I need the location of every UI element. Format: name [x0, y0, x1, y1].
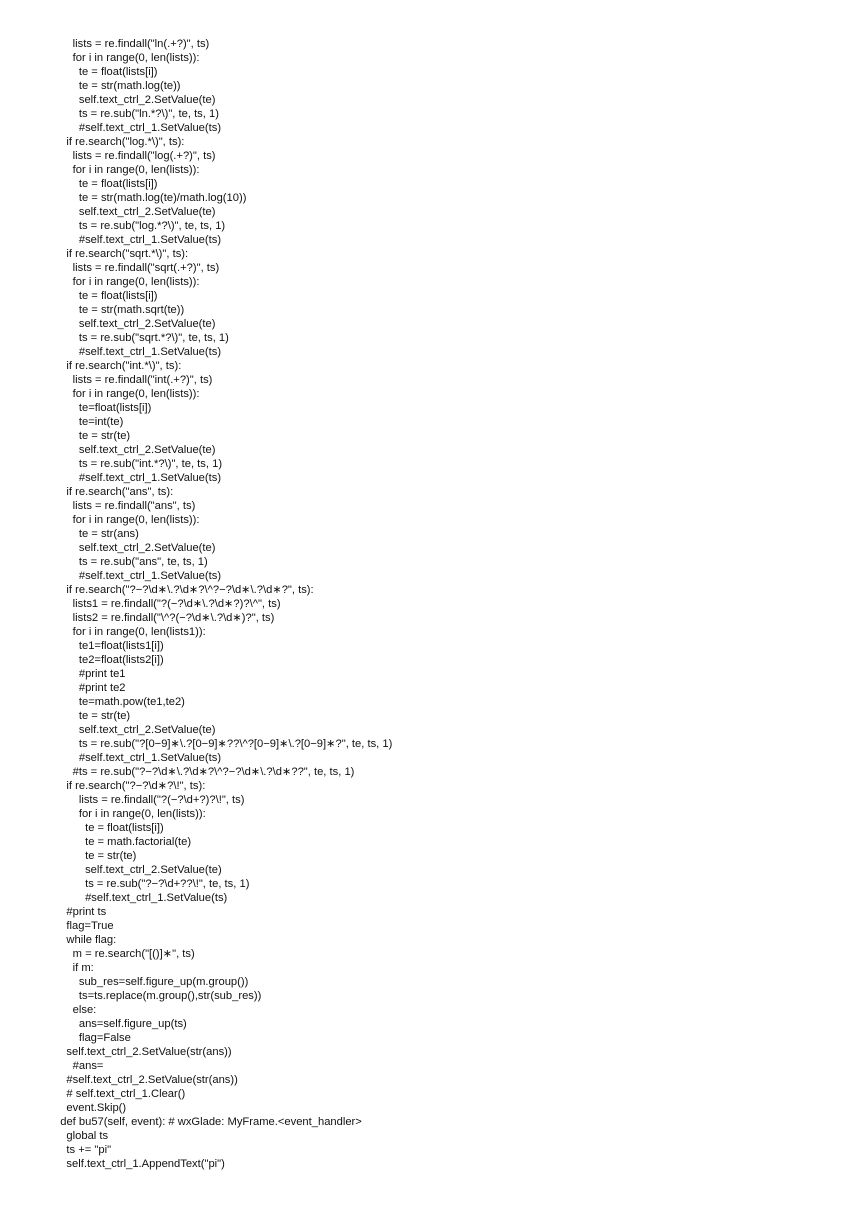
code-line: if re.search("sqrt.*\)", ts):: [54, 248, 189, 260]
code-line: #print te1: [54, 668, 126, 680]
code-line: te = str(te): [54, 710, 131, 722]
code-line: sub_res=self.figure_up(m.group()): [54, 976, 249, 988]
code-line: #self.text_ctrl_1.SetValue(ts): [54, 752, 222, 764]
code-line: ts=ts.replace(m.group(),str(sub_res)): [54, 990, 262, 1002]
code-line: #self.text_ctrl_1.SetValue(ts): [54, 234, 222, 246]
code-line: ans=self.figure_up(ts): [54, 1018, 187, 1030]
code-line: te = math.factorial(te): [54, 836, 192, 848]
code-line: self.text_ctrl_2.SetValue(te): [54, 864, 222, 876]
code-line: lists = re.findall("sqrt(.+?)", ts): [54, 262, 220, 274]
code-line: flag=True: [54, 920, 114, 932]
code-line: self.text_ctrl_2.SetValue(te): [54, 94, 216, 106]
code-line: #self.text_ctrl_2.SetValue(str(ans)): [54, 1074, 238, 1086]
code-line: lists2 = re.findall("\^?(−?\d∗\.?\d∗)?", ts): [54, 612, 275, 624]
code-line: te = float(lists[i]): [54, 290, 158, 302]
code-line: lists = re.findall("ans", ts): [54, 500, 196, 512]
code-line: te = str(ans): [54, 528, 139, 540]
code-line: ts = re.sub("ans", te, ts, 1): [54, 556, 208, 568]
code-line: flag=False: [54, 1032, 131, 1044]
code-line: for i in range(0, len(lists)):: [54, 388, 200, 400]
code-line: lists = re.findall("ln(.+?)", ts): [54, 38, 210, 50]
code-line: #print te2: [54, 682, 126, 694]
code-line: #self.text_ctrl_1.SetValue(ts): [54, 122, 222, 134]
code-line: for i in range(0, len(lists)):: [54, 276, 200, 288]
code-line: te = float(lists[i]): [54, 66, 158, 78]
code-line: ts = re.sub("ln.*?\)", te, ts, 1): [54, 108, 219, 120]
code-line: te = str(math.log(te)): [54, 80, 181, 92]
code-line: te = str(math.sqrt(te)): [54, 304, 185, 316]
code-line: te=int(te): [54, 416, 124, 428]
code-line: te1=float(lists1[i]): [54, 640, 164, 652]
code-line: m = re.search("[()]∗", ts): [54, 948, 195, 960]
code-line: lists = re.findall("?(−?\d+?)?\!", ts): [54, 794, 245, 806]
code-line: if re.search("int.*\)", ts):: [54, 360, 182, 372]
code-line: #ans=: [54, 1060, 104, 1072]
code-line: self.text_ctrl_2.SetValue(te): [54, 542, 216, 554]
code-line: te = str(te): [54, 850, 137, 862]
code-line: while flag:: [54, 934, 117, 946]
code-line: ts = re.sub("?[0−9]∗\.?[0−9]∗??\^?[0−9]∗\.?[0−9]∗?", te, ts, 1): [54, 738, 393, 750]
code-line: ts += "pi": [54, 1144, 112, 1156]
code-line: #self.text_ctrl_1.SetValue(ts): [54, 346, 222, 358]
code-listing: [54, 37, 854, 1171]
code-line: if re.search("log.*\)", ts):: [54, 136, 185, 148]
code-line: te=math.pow(te1,te2): [54, 696, 185, 708]
code-line: def bu57(self, event): # wxGlade: MyFrame.<event_handler>: [54, 1116, 362, 1128]
code-line: #self.text_ctrl_1.SetValue(ts): [54, 570, 222, 582]
code-line: te = str(te): [54, 430, 131, 442]
code-line: #ts = re.sub("?−?\d∗\.?\d∗?\^?−?\d∗\.?\d∗??", te, ts, 1): [54, 766, 355, 778]
code-line: #self.text_ctrl_1.SetValue(ts): [54, 472, 222, 484]
code-line: else:: [54, 1004, 97, 1016]
code-line: #print ts: [54, 906, 107, 918]
code-line: if m:: [54, 962, 94, 974]
code-line: ts = re.sub("log.*?\)", te, ts, 1): [54, 220, 226, 232]
code-line: ts = re.sub("int.*?\)", te, ts, 1): [54, 458, 223, 470]
code-line: lists = re.findall("log(.+?)", ts): [54, 150, 216, 162]
code-line: self.text_ctrl_2.SetValue(te): [54, 206, 216, 218]
code-line: if re.search("ans", ts):: [54, 486, 174, 498]
code-line: if re.search("?−?\d∗?\!", ts):: [54, 780, 206, 792]
code-line: for i in range(0, len(lists)):: [54, 164, 200, 176]
code-line: ts = re.sub("sqrt.*?\)", te, ts, 1): [54, 332, 229, 344]
code-line: te = float(lists[i]): [54, 822, 164, 834]
code-line: self.text_ctrl_2.SetValue(te): [54, 724, 216, 736]
code-line: te=float(lists[i]): [54, 402, 152, 414]
code-line: lists1 = re.findall("?(−?\d∗\.?\d∗?)?\^", ts): [54, 598, 281, 610]
code-line: event.Skip(): [54, 1102, 127, 1114]
code-line: te = str(math.log(te)/math.log(10)): [54, 192, 247, 204]
code-line: if re.search("?−?\d∗\.?\d∗?\^?−?\d∗\.?\d∗?", ts):: [54, 584, 314, 596]
code-line: self.text_ctrl_2.SetValue(te): [54, 318, 216, 330]
code-line: self.text_ctrl_2.SetValue(str(ans)): [54, 1046, 232, 1058]
code-line: te2=float(lists2[i]): [54, 654, 164, 666]
code-line: global ts: [54, 1130, 109, 1142]
code-line: ts = re.sub("?−?\d+??\!", te, ts, 1): [54, 878, 250, 890]
code-line: for i in range(0, len(lists)):: [54, 514, 200, 526]
code-line: self.text_ctrl_2.SetValue(te): [54, 444, 216, 456]
code-line: for i in range(0, len(lists1)):: [54, 626, 206, 638]
code-line: te = float(lists[i]): [54, 178, 158, 190]
code-line: self.text_ctrl_1.AppendText("pi"): [54, 1158, 225, 1170]
code-line: lists = re.findall("int(.+?)", ts): [54, 374, 213, 386]
code-line: for i in range(0, len(lists)):: [54, 808, 206, 820]
code-line: #self.text_ctrl_1.SetValue(ts): [54, 892, 228, 904]
code-line: # self.text_ctrl_1.Clear(): [54, 1088, 186, 1100]
code-line: for i in range(0, len(lists)):: [54, 52, 200, 64]
